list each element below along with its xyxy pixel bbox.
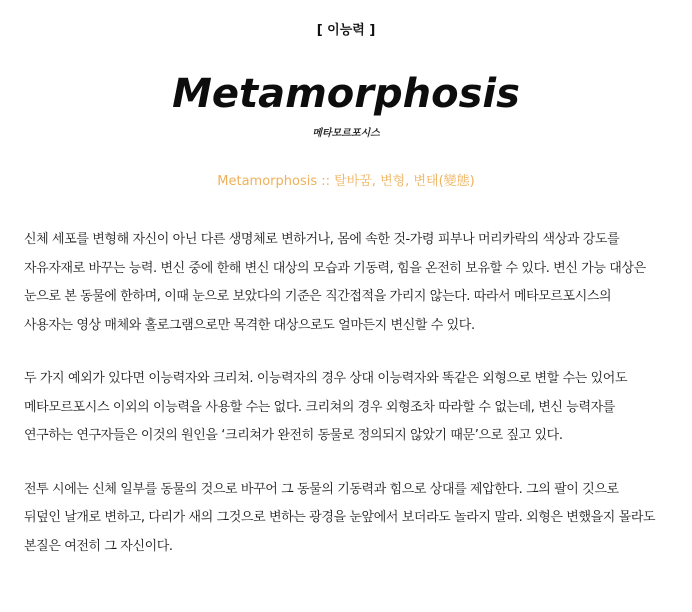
paragraph-line: 두 가지 예외가 있다면 이능력자와 크리쳐. 이능력자의 경우 상대 이능력자와 똑같은 외형으로 변할 수는 있어도 [24, 371, 628, 386]
paragraph-line: 눈으로 본 동물에 한하며, 이때 눈으로 보았다의 기준은 직간접적을 가리지 않는다. 따라서 메타모르포시스의 [24, 289, 612, 304]
paragraph-3 [24, 476, 672, 562]
paragraph-line: 메타모르포시스 이외의 이능력을 사용할 수는 없다. 크리쳐의 경우 외형조차 따라할 수 없는데, 변신 능력자를 [24, 399, 615, 415]
paragraph-line: 자유자재로 바꾸는 능력. 변신 중에 한해 변신 대상의 모습과 기동력, 힘을 온전히 보유할 수 있다. 변신 가능 대상은 [24, 260, 646, 276]
paragraph-line: 연구하는 연구자들은 이것의 원인을 ‘크리쳐가 완전히 동물로 정의되지 않았기 때문’으로 짚고 있다. [24, 428, 563, 443]
paragraph-line: 전투 시에는 신체 일부를 동물의 것으로 바꾸어 그 동물의 기동력과 힘으로 상대를 제압한다. 그의 팔이 깃으로 [24, 481, 619, 497]
paragraph-line: 뒤덮인 날개로 변하고, 다리가 새의 그것으로 변하는 광경을 눈앞에서 보더라도 놀라지 말라. 외형은 변했을지 몰라도 [24, 510, 656, 525]
category-label: [ 이능력 ] [316, 23, 376, 38]
paragraph-line: 신체 세포를 변형해 자신이 아닌 다른 생명체로 변하거나, 몸에 속한 것-가령 피부나 머리카락의 색상과 강도를 [24, 232, 620, 247]
paragraph-1 [24, 226, 672, 340]
paragraph-line: 사용자는 영상 매체와 홀로그램으로만 목격한 대상으로도 얼마든지 변신할 수 있다. [24, 317, 475, 333]
description-body [24, 226, 672, 586]
paragraph-line: 본질은 여전히 그 자신이다. [24, 538, 173, 554]
paragraph-2 [24, 365, 672, 451]
page-subtitle: 메타모르포시스 [312, 128, 380, 139]
definition-tagline: Metamorphosis :: 탈바꿈, 변형, 변태(變態) [217, 174, 475, 189]
page-title: Metamorphosis [172, 71, 520, 117]
